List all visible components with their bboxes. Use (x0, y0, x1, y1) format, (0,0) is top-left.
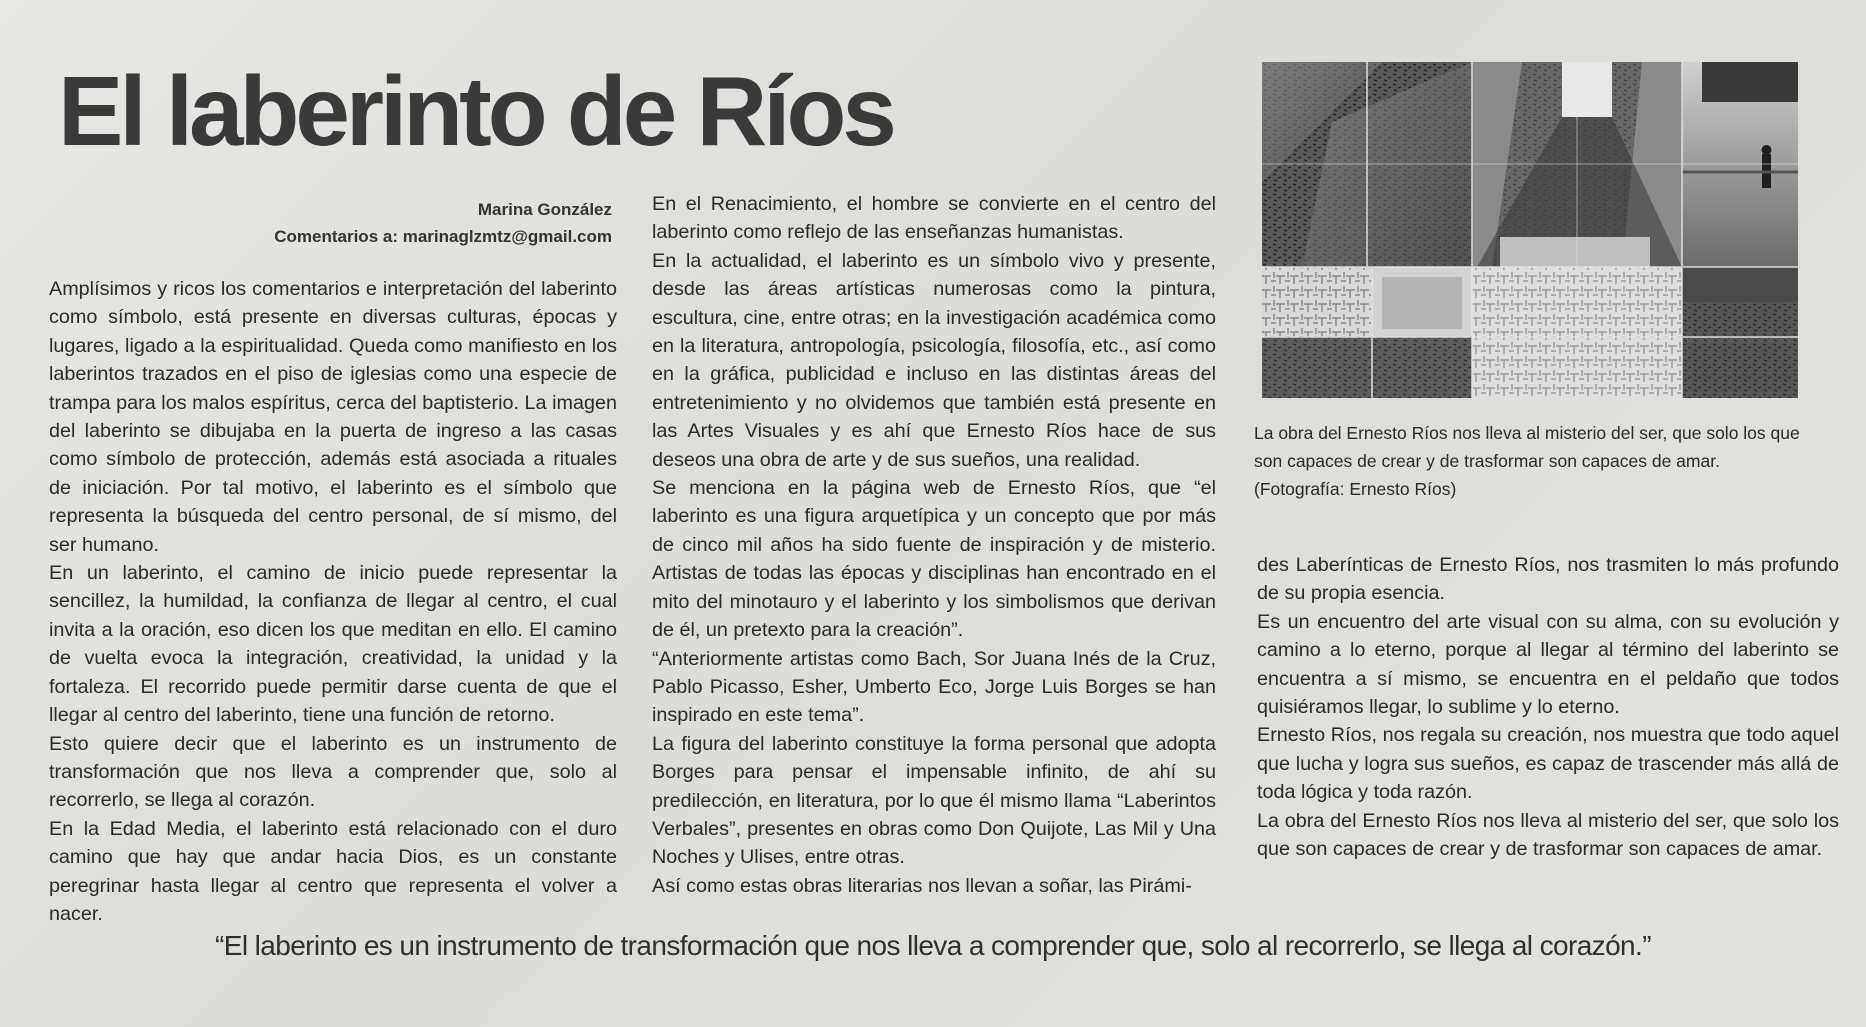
article-column-2 (652, 190, 1216, 900)
paragraph: Se menciona en la página web de Ernesto Ríos, que “el laberinto es una figura arquetípica y un concepto que por más de cinco mil años ha sido fuente de inspiración y de misterio. Artistas de todas las épocas y disciplinas han encontrado en el mito del minotauro y el laberinto y los simbolismos que derivan de él, un pretexto para la creación”. (652, 477, 1216, 642)
paragraph: Así como estas obras literarias nos llevan a soñar, las Pirámi- (652, 874, 1192, 897)
artwork-photo (1262, 62, 1798, 398)
paragraph: Es un encuentro del arte visual con su alma, con su evolución y camino a lo eterno, porque al llegar al término del laberinto se encuentra a sí mismo, se encuentra en el peldaño que todos quisiéramos llegar, lo sublime y lo eterno. (1257, 610, 1839, 719)
pull-quote: “El laberinto es un instrumento de transformación que nos lleva a comprender que, solo al recorrerlo, se llega al corazón.” (215, 930, 1651, 961)
paragraph: des Laberínticas de Ernesto Ríos, nos trasmiten lo más profundo de su propia esencia. (1257, 554, 1839, 605)
paragraph: Esto quiere decir que el laberinto es un instrumento de transformación que nos lleva a comprender que, solo al recorrerlo, se llega al corazón. (49, 732, 617, 812)
byline (0, 196, 612, 250)
paragraph: Ernesto Ríos, nos regala su creación, nos muestra que todo aquel que lucha y logra sus sueños, es capaz de trascender más allá de toda lógica y toda razón. (1257, 724, 1839, 804)
contact-email: Comentarios a: marinaglzmtz@gmail.com (274, 227, 612, 246)
paragraph: En la Edad Media, el laberinto está relacionado con el duro camino que hay que andar hacia Dios, es un constante peregrinar hasta llegar al centro que representa el volver a nacer. (49, 817, 617, 925)
paragraph: En el Renacimiento, el hombre se convierte en el centro del laberinto como reflejo de las enseñanzas humanistas. (652, 193, 1216, 244)
paragraph: En un laberinto, el camino de inicio puede representar la sencillez, la humildad, la confianza de llegar al centro, el cual invita a la oración, eso dicen los que meditan en ello. El camino de vuelta evoca la integración, creatividad, la unidad y la fortaleza. El recorrido puede permitir darse cuenta de que el llegar al centro del laberinto, tiene una función de retorno. (49, 562, 617, 727)
article-column-1 (49, 275, 617, 928)
photo-caption: La obra del Ernesto Ríos nos lleva al misterio del ser, que solo los que son capaces de crear y de trasformar son capaces de amar. (Fotografía: Ernesto Ríos) (1254, 423, 1800, 500)
paragraph: “Anteriormente artistas como Bach, Sor Juana Inés de la Cruz, Pablo Picasso, Esher, Umberto Eco, Jorge Luis Borges se han inspirado en este tema”. (652, 647, 1216, 727)
paragraph: La obra del Ernesto Ríos nos lleva al misterio del ser, que solo los que son capaces de crear y de trasformar son capaces de amar. (1257, 809, 1839, 861)
paragraph: Amplísimos y ricos los comentarios e interpretación del laberinto como símbolo, está presente en diversas culturas, épocas y lugares, ligado a la espiritualidad. Queda como manifiesto en los laberintos trazados en el piso de iglesias como una especie de trampa para los malos espíritus, cerca del baptisterio. La imagen del laberinto se dibujaba en la puerta de ingreso a las casas como símbolo de protección, además está asociada a rituales de iniciación. Por tal motivo, el laberinto es el símbolo que representa la búsqueda del centro personal, de sí mismo, del ser humano. (49, 278, 617, 556)
headline: El laberinto de Ríos (58, 56, 893, 166)
paragraph: La figura del laberinto constituye la forma personal que adopta Borges para pensar el impensable infinito, de ahí su predilección, en literatura, por lo que él mismo llama “Laberintos Verbales”, presentes en obras como Don Quijote, Las Mil y Una Noches y Ulises, entre otras. (652, 732, 1216, 869)
paragraph: En la actualidad, el laberinto es un símbolo vivo y presente, desde las áreas artísticas numerosas como la pintura, escultura, cine, entre otras; en la investigación académica como en la literatura, antropología, psicología, filosofía, etc., así como en la gráfica, publicidad e incluso en las distintas áreas del entretenimiento y no olvidemos que también está presente en las Artes Visuales y es ahí que Ernesto Ríos hace de sus deseos una obra de arte y de sus sueños, una realidad. (652, 249, 1216, 471)
article-column-3 (1257, 551, 1839, 863)
author-name: Marina González (477, 200, 612, 219)
